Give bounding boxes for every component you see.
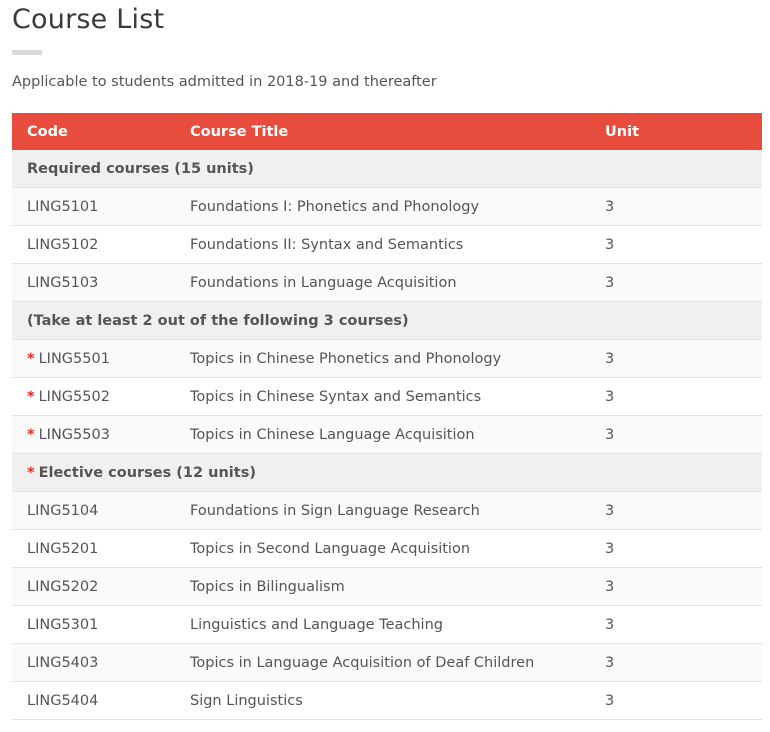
group-label-cell	[12, 302, 762, 340]
course-unit: 3	[590, 416, 762, 454]
course-title: Foundations II: Syntax and Semantics	[175, 226, 590, 264]
group-label: (Take at least 2 out of the following 3 courses)	[27, 312, 409, 329]
course-unit: 3	[590, 644, 762, 682]
course-code: LING5104	[27, 502, 99, 519]
group-label-cell	[12, 150, 762, 188]
group-label: Required courses (15 units)	[27, 160, 254, 177]
course-title: Linguistics and Language Teaching	[175, 606, 590, 644]
table-row	[12, 492, 762, 530]
table-row	[12, 606, 762, 644]
course-code-cell	[12, 188, 175, 226]
course-code-cell	[12, 264, 175, 302]
page-title: Course List	[12, 4, 165, 35]
table-row	[12, 568, 762, 606]
column-header-unit: Unit	[590, 113, 762, 150]
course-code-cell	[12, 226, 175, 264]
course-unit: 3	[590, 606, 762, 644]
title-underline	[12, 50, 42, 55]
course-code-cell	[12, 606, 175, 644]
course-code: LING5301	[27, 616, 99, 633]
course-title: Foundations in Sign Language Research	[175, 492, 590, 530]
course-unit: 3	[590, 188, 762, 226]
page-subtitle: Applicable to students admitted in 2018-19 and thereafter	[12, 74, 437, 90]
course-code-cell	[12, 492, 175, 530]
table-row	[12, 644, 762, 682]
course-unit: 3	[590, 492, 762, 530]
course-table	[12, 113, 762, 720]
course-title: Topics in Chinese Phonetics and Phonology	[175, 340, 590, 378]
course-code: LING5501	[38, 350, 110, 367]
course-code: LING5201	[27, 540, 99, 557]
course-code: LING5403	[27, 654, 99, 671]
asterisk-icon: *	[27, 464, 35, 481]
table-row	[12, 188, 762, 226]
course-unit: 3	[590, 568, 762, 606]
course-code: LING5404	[27, 692, 99, 709]
course-code-cell	[12, 340, 175, 378]
course-table-body	[12, 150, 762, 720]
asterisk-icon: *	[27, 350, 35, 367]
course-title: Topics in Chinese Language Acquisition	[175, 416, 590, 454]
column-header-code: Code	[12, 113, 175, 150]
table-row	[12, 530, 762, 568]
table-header-row	[12, 113, 762, 150]
course-unit: 3	[590, 378, 762, 416]
table-row	[12, 340, 762, 378]
course-code: LING5102	[27, 236, 99, 253]
course-title: Foundations I: Phonetics and Phonology	[175, 188, 590, 226]
course-title: Topics in Second Language Acquisition	[175, 530, 590, 568]
column-header-title: Course Title	[175, 113, 590, 150]
group-row	[12, 302, 762, 340]
table-row	[12, 416, 762, 454]
table-row	[12, 378, 762, 416]
asterisk-icon: *	[27, 426, 35, 443]
course-title: Topics in Language Acquisition of Deaf Children	[175, 644, 590, 682]
course-code: LING5202	[27, 578, 99, 595]
table-row	[12, 682, 762, 720]
group-label-cell	[12, 454, 762, 492]
course-code: LING5103	[27, 274, 99, 291]
course-code: LING5502	[38, 388, 110, 405]
course-unit: 3	[590, 530, 762, 568]
course-unit: 3	[590, 340, 762, 378]
group-label: Elective courses (12 units)	[38, 464, 256, 481]
course-title: Sign Linguistics	[175, 682, 590, 720]
asterisk-icon: *	[27, 388, 35, 405]
table-row	[12, 226, 762, 264]
course-code-cell	[12, 682, 175, 720]
course-code-cell	[12, 644, 175, 682]
course-title: Topics in Chinese Syntax and Semantics	[175, 378, 590, 416]
table-row	[12, 264, 762, 302]
course-unit: 3	[590, 226, 762, 264]
course-unit: 3	[590, 682, 762, 720]
course-code-cell	[12, 568, 175, 606]
course-title: Foundations in Language Acquisition	[175, 264, 590, 302]
course-code: LING5503	[38, 426, 110, 443]
course-code-cell	[12, 530, 175, 568]
course-code: LING5101	[27, 198, 99, 215]
course-unit: 3	[590, 264, 762, 302]
course-title: Topics in Bilingualism	[175, 568, 590, 606]
group-row	[12, 150, 762, 188]
group-row	[12, 454, 762, 492]
course-code-cell	[12, 378, 175, 416]
course-code-cell	[12, 416, 175, 454]
